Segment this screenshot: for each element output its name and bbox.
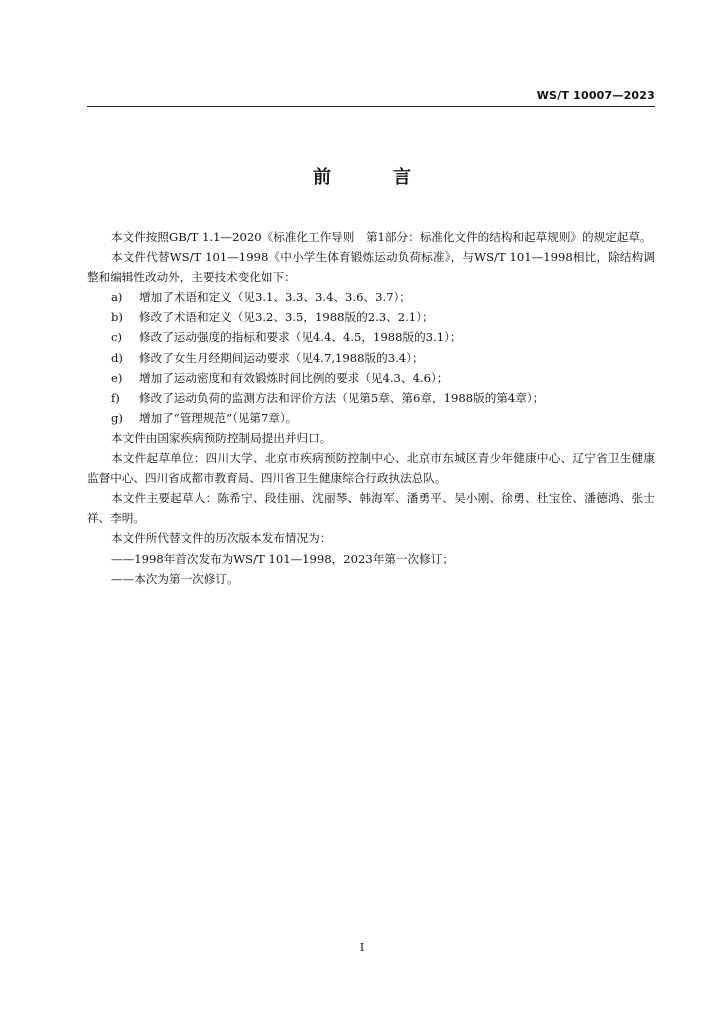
change-item [87, 368, 655, 388]
change-item-label: e) [111, 370, 123, 385]
change-item [87, 327, 655, 347]
changes-list [87, 287, 655, 428]
proposer-paragraph: 本文件由国家疾病预防控制局提出并归口。 [111, 430, 332, 445]
change-item-text: 增加了运动密度和有效锻炼时间比例的要求（见4.3、4.6）； [139, 370, 449, 385]
change-item [87, 408, 655, 428]
change-item-text: 修改了运动负荷的监测方法和评价方法（见第5章、第6章，1988版的第4章）； [139, 390, 545, 405]
page-title: 前 言 [313, 167, 433, 188]
change-item [87, 287, 655, 307]
intro-paragraph-1: 本文件按照GB/T 1.1—2020《标准化工作导则 第1部分：标准化文件的结构和起草规则》的规定起草。 [111, 230, 652, 244]
intro-paragraph-2: 本文件代替WS/T 101—1998《中小学生体育锻炼运动负荷标准》，与WS/T 101—1998相比，除结构调整和编辑性改动外，主要技术变化如下： [87, 250, 655, 285]
change-item-label: b) [111, 310, 123, 325]
change-item-text: 增加了“管理规范”（见第7章）。 [139, 410, 298, 425]
change-item-label: c) [111, 330, 123, 345]
change-item [87, 307, 655, 327]
history-item: ——1998年首次发布为WS/T 101—1998，2023年第一次修订； [111, 551, 454, 566]
standard-code: WS/T 10007—2023 [536, 89, 655, 102]
change-item [87, 388, 655, 408]
header-rule [87, 106, 655, 107]
history-intro-paragraph: 本文件所代替文件的历次版本发布情况为： [111, 531, 332, 546]
change-item-label: a) [111, 290, 123, 305]
change-item-text: 修改了运动强度的指标和要求（见4.4、4.5，1988版的3.1）； [139, 330, 462, 345]
page-number: I [359, 941, 365, 954]
change-item-text: 修改了术语和定义（见3.2、3.5，1988版的2.3、2.1）； [139, 310, 434, 325]
document-body [87, 227, 655, 589]
change-item-label: f) [111, 390, 120, 405]
history-item: ——本次为第一次修订。 [111, 571, 239, 586]
change-item [87, 348, 655, 368]
drafting-units-paragraph: 本文件起草单位：四川大学、北京市疾病预防控制中心、北京市东城区青少年健康中心、辽宁省卫生健康监督中心、四川省成都市教育局、四川省卫生健康综合行政执法总队。 [87, 451, 655, 486]
change-item-label: g) [111, 410, 123, 425]
drafters-paragraph: 本文件主要起草人：陈希宁、段佳丽、沈丽琴、韩海军、潘勇平、吴小刚、徐勇、杜宝佺、潘德鸿、张士祥、李明。 [87, 491, 655, 526]
change-item-text: 修改了女生月经期间运动要求（见4.7,1988版的3.4）； [139, 350, 424, 365]
change-item-label: d) [111, 350, 123, 365]
change-item-text: 增加了术语和定义（见3.1、3.3、3.4、3.6、3.7）； [139, 290, 411, 305]
